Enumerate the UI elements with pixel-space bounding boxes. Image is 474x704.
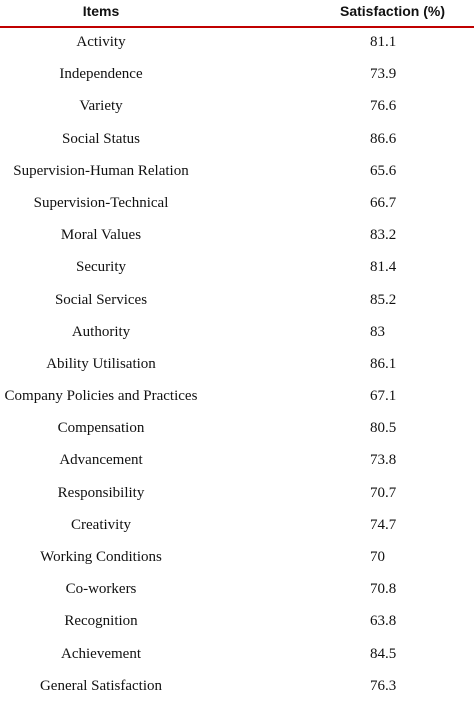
header-items: Items xyxy=(82,3,120,19)
satisfaction-cell: 80.5 xyxy=(370,420,397,437)
table-row xyxy=(0,92,474,124)
item-cell: Activity xyxy=(76,34,126,50)
table-row xyxy=(0,318,474,350)
header-satisfaction: Satisfaction (%) xyxy=(340,3,446,19)
item-cell: Supervision-Human Relation xyxy=(13,162,189,179)
satisfaction-cell: 63.8 xyxy=(370,613,397,630)
table-row xyxy=(0,221,474,253)
item-cell: Variety xyxy=(79,98,123,115)
table-row xyxy=(0,189,474,221)
item-cell: Independence xyxy=(59,66,143,83)
table-row xyxy=(0,607,474,639)
item-cell: Achievement xyxy=(61,645,141,662)
table-row xyxy=(0,60,474,92)
satisfaction-cell: 81.1 xyxy=(370,34,397,50)
satisfaction-cell: 67.1 xyxy=(370,388,397,405)
item-cell: Moral Values xyxy=(60,227,142,244)
table-row xyxy=(0,446,474,478)
item-cell: Ability Utilisation xyxy=(46,355,156,372)
satisfaction-cell: 66.7 xyxy=(370,194,397,211)
table-row xyxy=(0,350,474,382)
item-cell: Advancement xyxy=(59,452,143,469)
table-row xyxy=(0,125,474,157)
satisfaction-cell: 85.2 xyxy=(370,291,397,308)
item-cell: Company Policies and Practices xyxy=(4,388,198,405)
table-row xyxy=(0,414,474,446)
satisfaction-cell: 70 xyxy=(370,549,385,565)
table-row xyxy=(0,382,474,414)
item-cell: Social Services xyxy=(54,291,148,308)
satisfaction-cell: 70.8 xyxy=(370,581,397,598)
item-cell: Creativity xyxy=(71,516,131,533)
table-row xyxy=(0,640,474,672)
table-body xyxy=(0,28,474,704)
item-cell: Social Status xyxy=(62,130,140,147)
item-cell: Co-workers xyxy=(65,581,137,598)
item-cell: Recognition xyxy=(64,613,138,630)
satisfaction-cell: 70.7 xyxy=(370,484,397,501)
item-cell: General Satisfaction xyxy=(39,677,163,694)
satisfaction-cell: 83 xyxy=(370,323,385,340)
satisfaction-cell: 86.1 xyxy=(370,355,397,372)
satisfaction-cell: 83.2 xyxy=(370,227,397,244)
satisfaction-cell: 73.9 xyxy=(370,66,397,83)
table-row xyxy=(0,286,474,318)
table-row xyxy=(0,157,474,189)
table-row xyxy=(0,543,474,575)
satisfaction-cell: 84.5 xyxy=(370,645,397,662)
satisfaction-cell: 76.3 xyxy=(370,677,397,694)
table-row xyxy=(0,253,474,285)
item-cell: Supervision-Technical xyxy=(33,194,169,211)
satisfaction-cell: 65.6 xyxy=(370,162,397,179)
satisfaction-cell: 73.8 xyxy=(370,452,397,469)
item-cell: Responsibility xyxy=(57,484,145,501)
table-row xyxy=(0,479,474,511)
satisfaction-cell: 76.6 xyxy=(370,98,397,115)
table-row xyxy=(0,28,474,60)
table-header-row xyxy=(0,0,474,26)
item-cell: Authority xyxy=(71,323,131,340)
table-row xyxy=(0,672,474,704)
satisfaction-cell: 86.6 xyxy=(370,130,397,147)
satisfaction-cell: 74.7 xyxy=(370,516,397,533)
satisfaction-cell: 81.4 xyxy=(370,259,397,276)
item-cell: Working Conditions xyxy=(40,549,162,565)
item-cell: Compensation xyxy=(57,420,145,437)
table-row xyxy=(0,511,474,543)
table-row xyxy=(0,575,474,607)
item-cell: Security xyxy=(76,259,126,276)
